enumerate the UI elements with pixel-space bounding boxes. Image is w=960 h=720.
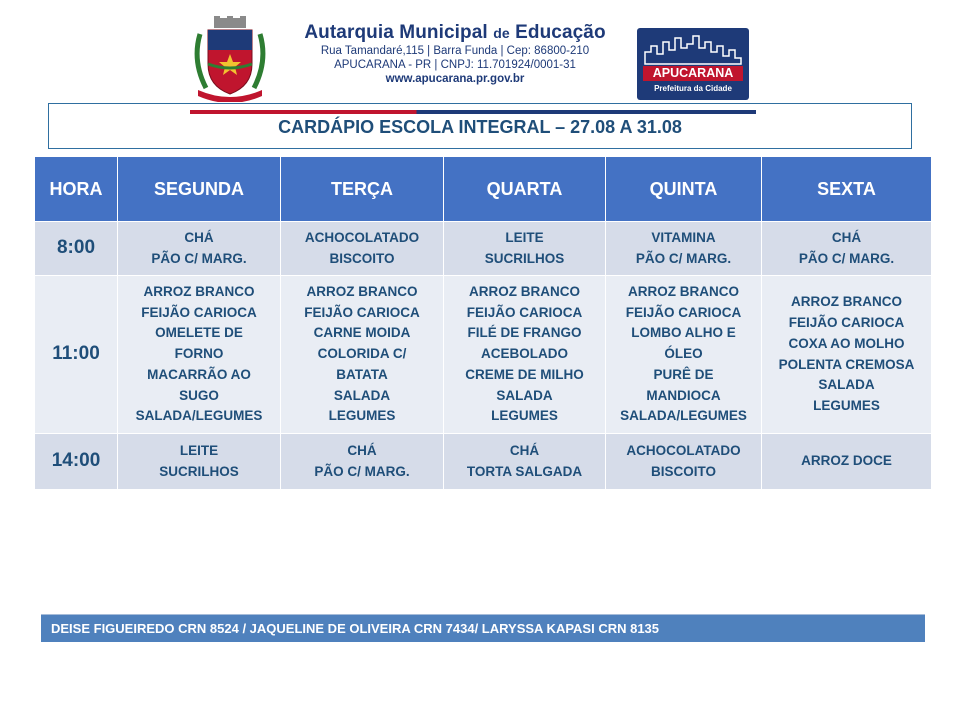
menu-item: BISCOITO [650,463,716,479]
menu-item: BATATA [336,366,388,382]
menu-cell [606,222,762,276]
menu-cell [762,222,932,276]
header-quinta: QUINTA [606,157,762,222]
menu-item: CHÁ [184,229,214,245]
menu-item: COLORIDA C/ [317,346,407,362]
header-quarta: QUARTA [444,157,606,222]
menu-item: LOMBO ALHO E [631,325,736,341]
menu-item: ARROZ BRANCO [469,283,580,299]
table-row [35,276,932,434]
menu-item: ÓLEO [664,346,703,362]
menu-title-box [48,103,912,149]
header-text [290,22,620,87]
menu-item: ARROZ BRANCO [143,283,255,299]
menu-item: ARROZ BRANCO [628,283,739,299]
menu-cell [606,434,762,490]
menu-item: PÃO C/ MARG. [798,250,895,266]
menu-cell [606,276,762,434]
menu-item: CHÁ [831,229,862,245]
time-cell: 8:00 [35,222,118,276]
menu-item: LEITE [179,442,219,458]
menu-item: FEIJÃO CARIOCA [304,304,420,320]
menu-item: TORTA SALGADA [466,463,583,479]
menu-item: MACARRÃO AO [147,366,251,382]
menu-cell [762,434,932,490]
header-terca: TERÇA [281,157,444,222]
menu-cell [281,222,444,276]
menu-item: SUCRILHOS [484,250,565,266]
nutritionists-footer: DEISE FIGUEIREDO CRN 8524 / JAQUELINE DE OLIVEIRA CRN 7434/ LARYSSA KAPASI CRN 8135 [41,614,925,642]
time-cell: 11:00 [35,276,118,434]
menu-item: SALADA/LEGUMES [620,408,747,424]
menu-item: PÃO C/ MARG. [151,250,247,266]
menu-item: MANDIOCA [646,387,721,403]
menu-cell [118,434,281,490]
menu-item: SALADA [496,387,553,403]
menu-item: ACEBOLADO [481,346,568,362]
menu-cell [444,222,606,276]
municipal-coat-of-arms-icon [192,16,268,102]
menu-cell [762,276,932,434]
city-logo-name: APUCARANA [643,66,743,81]
menu-item: FEIJÃO CARIOCA [466,304,583,320]
table-header-row [35,157,932,222]
menu-item: LEITE [505,229,544,245]
address-line-1: Rua Tamandaré,115 | Barra Funda | Cep: 86800-210 [320,45,590,57]
menu-item: CARNE MOIDA [313,325,411,341]
address-line-2: APUCARANA - PR | CNPJ: 11.701924/0001-31 [334,59,576,71]
table-row [35,222,932,276]
menu-item: SALADA [333,387,391,403]
menu-cell [118,222,281,276]
menu-item: ACHOCOLATADO [304,229,420,245]
header-hora: HORA [35,157,118,222]
menu-item: PÃO C/ MARG. [635,250,732,266]
menu-item: SUGO [179,387,219,403]
menu-item: CREME DE MILHO [465,366,584,382]
menu-item: PURÊ DE [653,366,714,382]
menu-item: FEIJÃO CARIOCA [141,304,257,320]
menu-item: BISCOITO [329,250,395,266]
menu-item: FORNO [174,346,224,362]
header-banner [190,14,756,102]
header-sexta: SEXTA [762,157,932,222]
menu-cell [444,434,606,490]
menu-table [34,156,932,490]
menu-item: ARROZ BRANCO [791,294,902,310]
menu-item: CHÁ [509,442,540,458]
menu-item: PÃO C/ MARG. [314,463,410,479]
city-hall-logo [637,28,749,100]
menu-item: COXA AO MOLHO [788,335,905,351]
menu-item: LEGUMES [328,408,396,424]
menu-item: ACHOCOLATADO [626,442,741,458]
table-row [35,434,932,490]
menu-item: ARROZ DOCE [801,453,892,469]
menu-item: VITAMINA [651,229,716,245]
org-name: Autarquia Municipal de Educação [304,22,606,43]
menu-item: LEGUMES [813,398,880,414]
menu-item: FEIJÃO CARIOCA [788,314,905,330]
header-segunda: SEGUNDA [118,157,281,222]
menu-item: ARROZ BRANCO [306,283,418,299]
menu-item: POLENTA CREMOSA [778,356,915,372]
menu-item: OMELETE DE [155,325,243,341]
menu-title: CARDÁPIO ESCOLA INTEGRAL – 27.08 A 31.08 [278,117,682,137]
time-cell: 14:00 [35,434,118,490]
menu-cell [281,434,444,490]
menu-item: SALADA/LEGUMES [135,408,263,424]
menu-item: FILÉ DE FRANGO [467,325,582,341]
menu-cell [118,276,281,434]
menu-item: FEIJÃO CARIOCA [625,304,742,320]
menu-cell [444,276,606,434]
menu-cell [281,276,444,434]
menu-item: LEGUMES [491,408,558,424]
menu-item: SUCRILHOS [159,463,239,479]
city-logo-subtitle: Prefeitura da Cidade [654,84,732,93]
menu-item: SALADA [818,377,875,393]
website-link[interactable]: www.apucarana.pr.gov.br [385,73,525,85]
menu-item: CHÁ [347,442,377,458]
skyline-icon [637,28,749,68]
